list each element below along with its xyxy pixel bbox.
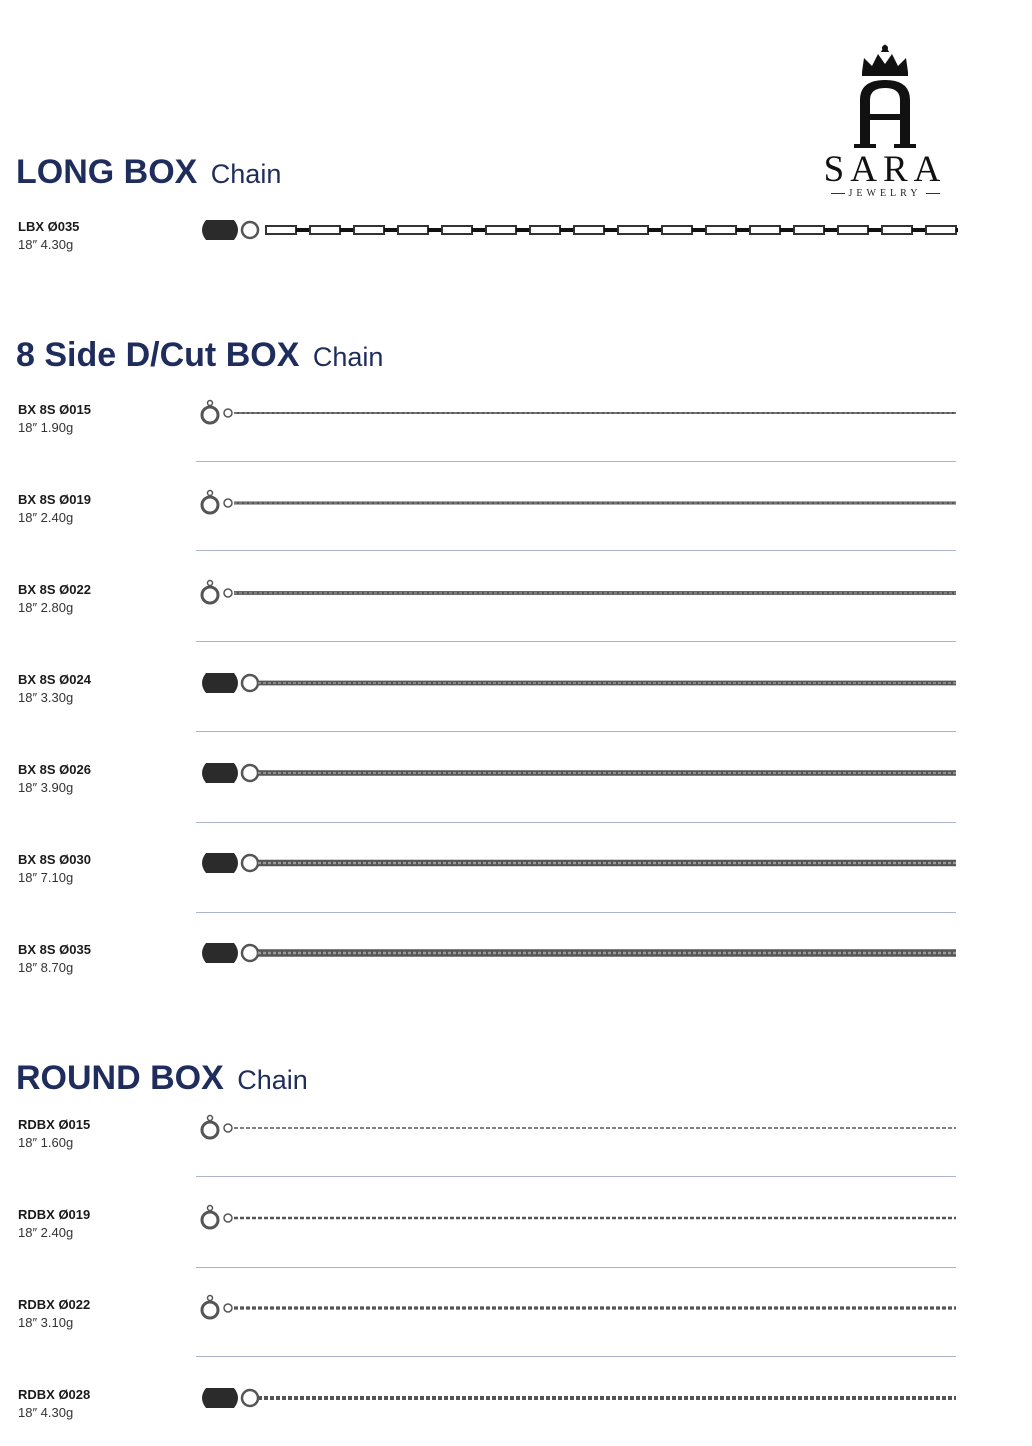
lobster-clasp: [202, 943, 238, 963]
chain-drawing: [202, 763, 956, 783]
spring-ring-clasp: [202, 407, 218, 423]
row-divider: [196, 1356, 956, 1357]
chain-code: BX 8S Ø024: [18, 672, 91, 687]
crown-icon: [850, 40, 920, 150]
chain-drawing: [202, 491, 956, 514]
jump-ring: [242, 855, 258, 871]
clasp-lever: [208, 1296, 213, 1301]
chain-code: BX 8S Ø019: [18, 492, 91, 507]
spring-ring-clasp: [202, 1122, 218, 1138]
chain-link: [398, 226, 428, 234]
chain-drawing: [202, 401, 956, 424]
chain-code: RDBX Ø028: [18, 1387, 91, 1402]
chain-item: [0, 1206, 1032, 1266]
brand-name: SARA: [823, 149, 947, 190]
clasp-lever: [208, 401, 213, 406]
clasp-lever: [208, 581, 213, 586]
chain-code: BX 8S Ø030: [18, 852, 91, 867]
chain-code: BX 8S Ø015: [18, 402, 91, 417]
jump-ring: [224, 499, 232, 507]
jump-ring: [224, 409, 232, 417]
chain-item: [0, 941, 1032, 1001]
chain-image: [194, 841, 958, 885]
chain-link: [530, 226, 560, 234]
jump-ring: [242, 945, 258, 961]
section-title-long-box: [16, 152, 281, 194]
chain-drawing: [202, 943, 956, 963]
chain-image: [194, 751, 958, 795]
chain-code: BX 8S Ø026: [18, 762, 91, 777]
chain-image: [194, 391, 958, 435]
lobster-clasp: [202, 1388, 238, 1408]
chain-item: [0, 581, 1032, 641]
lobster-clasp: [202, 673, 238, 693]
chain-spec: 18″ 2.40g: [18, 1225, 74, 1240]
spring-ring-clasp: [202, 497, 218, 513]
jump-ring: [224, 589, 232, 597]
row-divider: [196, 550, 956, 551]
jump-ring: [242, 222, 258, 238]
chain-image: [194, 931, 958, 975]
chain-spec: 18″ 2.80g: [18, 600, 74, 615]
chain-image: [194, 1286, 958, 1330]
section-title-main: 8 Side D/Cut BOX: [16, 336, 300, 374]
chain-link: [618, 226, 648, 234]
chain-link: [442, 226, 472, 234]
chain-link: [882, 226, 912, 234]
chain-drawing: [202, 220, 958, 240]
chain-image: [194, 1106, 958, 1150]
chain-drawing: [202, 673, 956, 693]
chain-code: RDBX Ø022: [18, 1297, 91, 1312]
chain-drawing: [202, 853, 956, 873]
chain-code: BX 8S Ø022: [18, 582, 91, 597]
chain-drawing: [202, 1388, 956, 1408]
chain-link: [354, 226, 384, 234]
chain-code: BX 8S Ø035: [18, 942, 91, 957]
chain-link: [310, 226, 340, 234]
chain-link: [750, 226, 780, 234]
chain-drawing: [202, 1206, 956, 1229]
chain-spec: 18″ 4.30g: [18, 237, 74, 252]
chain-spec: 18″ 3.90g: [18, 780, 74, 795]
chain-image: [194, 481, 958, 525]
chain-image: [194, 661, 958, 705]
chain-item: [0, 851, 1032, 911]
section-title-suffix: Chain: [312, 342, 384, 372]
row-divider: [196, 731, 956, 732]
spring-ring-clasp: [202, 587, 218, 603]
spring-ring-clasp: [202, 1302, 218, 1318]
lobster-clasp: [202, 220, 238, 240]
chain-spec: 18″ 2.40g: [18, 510, 74, 525]
chain-item: [0, 218, 1032, 278]
chain-drawing: [202, 1116, 956, 1139]
row-divider: [196, 1176, 956, 1177]
chain-code: RDBX Ø019: [18, 1207, 91, 1222]
chain-item: [0, 401, 1032, 461]
chain-spec: 18″ 3.30g: [18, 690, 74, 705]
row-divider: [196, 641, 956, 642]
chain-item: [0, 1386, 1032, 1446]
spring-ring-clasp: [202, 1212, 218, 1228]
chain-link: [838, 226, 868, 234]
lobster-clasp: [202, 853, 238, 873]
chain-spec: 18″ 7.10g: [18, 870, 74, 885]
chain-item: [0, 671, 1032, 731]
chain-spec: 18″ 1.60g: [18, 1135, 74, 1150]
lobster-clasp: [202, 763, 238, 783]
row-divider: [196, 912, 956, 913]
chain-item: [0, 1296, 1032, 1356]
brand-logo: [818, 40, 952, 210]
chain-spec: 18″ 3.10g: [18, 1315, 74, 1330]
chain-drawing: [202, 1296, 956, 1319]
clasp-lever: [208, 491, 213, 496]
jump-ring: [224, 1304, 232, 1312]
chain-link: [266, 226, 296, 234]
clasp-lever: [208, 1206, 213, 1211]
jump-ring: [242, 675, 258, 691]
chain-item: [0, 491, 1032, 551]
section-title-main: LONG BOX: [16, 153, 198, 191]
chain-code: RDBX Ø015: [18, 1117, 91, 1132]
chain-link: [794, 226, 824, 234]
chain-link: [662, 226, 692, 234]
chain-code: LBX Ø035: [18, 219, 80, 234]
jump-ring: [224, 1214, 232, 1222]
chain-image: [194, 1196, 958, 1240]
section-title-main: ROUND BOX: [16, 1059, 224, 1097]
clasp-lever: [208, 1116, 213, 1121]
brand-subtitle-text: JEWELRY: [848, 188, 922, 199]
row-divider: [196, 461, 956, 462]
row-divider: [196, 822, 956, 823]
chain-drawing: [202, 581, 956, 604]
section-title-round-box: [16, 1058, 308, 1100]
chain-spec: 18″ 8.70g: [18, 960, 74, 975]
chain-image: [194, 1376, 958, 1420]
chain-link: [486, 226, 516, 234]
jump-ring: [242, 1390, 258, 1406]
chain-link: [706, 226, 736, 234]
chain-link: [926, 226, 956, 234]
section-title-8-side-box: [16, 335, 383, 377]
chain-image: [194, 208, 958, 252]
chain-item: [0, 761, 1032, 821]
row-divider: [196, 1267, 956, 1268]
chain-link: [574, 226, 604, 234]
jump-ring: [242, 765, 258, 781]
jump-ring: [224, 1124, 232, 1132]
chain-item: [0, 1116, 1032, 1176]
section-title-suffix: Chain: [237, 1065, 308, 1095]
section-title-suffix: Chain: [210, 159, 282, 189]
chain-image: [194, 571, 958, 615]
chain-spec: 18″ 4.30g: [18, 1405, 74, 1420]
chain-spec: 18″ 1.90g: [18, 420, 74, 435]
